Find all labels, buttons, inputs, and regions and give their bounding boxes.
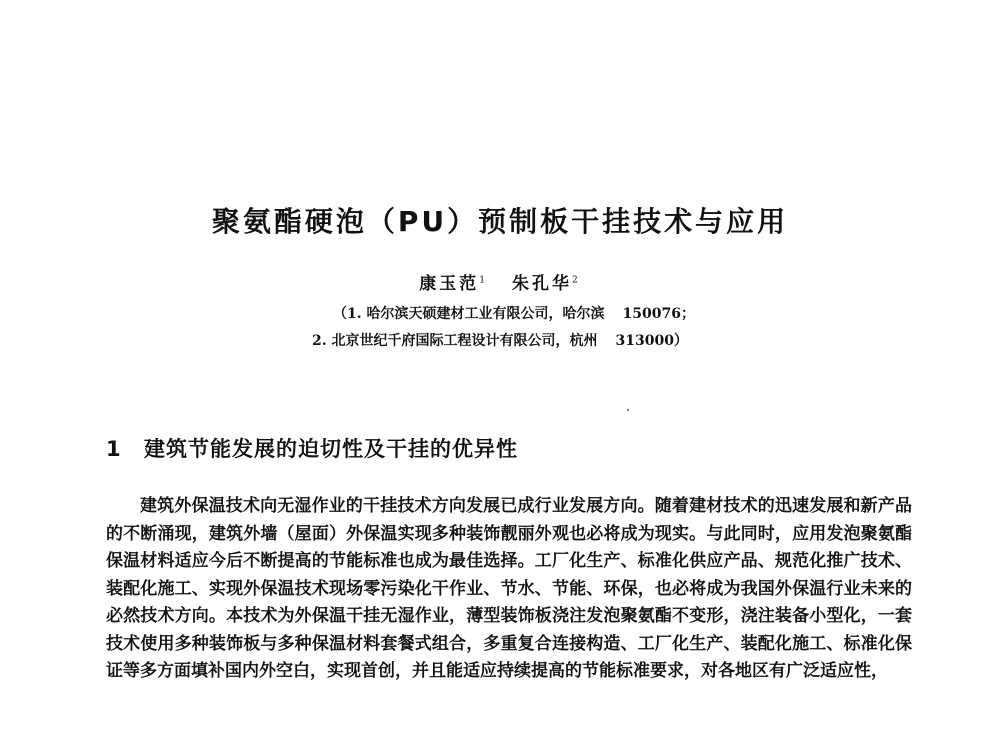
author-line [0, 269, 1000, 294]
author-1 [419, 274, 488, 294]
scan-speck [627, 409, 629, 411]
affiliation-2 [0, 330, 1000, 350]
affiliation-2-text: 2. 北京世纪千府国际工程设计有限公司，杭州 [312, 333, 598, 349]
author-1-name: 康玉范 [419, 274, 480, 294]
body-paragraph: 建筑外保温技术向无湿作业的干挂技术方向发展已成行业发展方向。随着建材技术的迅速发展和新产品的不断涌现，建筑外墙（屋面）外保温实现多种装饰靓丽外观也必将成为现实。与此同时，应用发泡聚氨酯保温材料适应今后不断提高的节能标准也成为最佳选择。工厂化生产、标准化供应产品、规范化推广技术、装配化施工、实现外保温技术现场零污染化干作业、节水、节能、环保，也必将成为我国外保温行业未来的必然技术方向。本技术为外保温干挂无湿作业，薄型装饰板浇注发泡聚氨酯不变形，浇注装备小型化，一套技术使用多种装饰板与多种保温材料套餐式组合，多重复合连接构造、工厂化生产、装配化施工、标准化保证等多方面填补国内外空白，实现首创，并且能适应持续提高的节能标准要求，对各地区有广泛适应性， [106, 496, 912, 681]
section-number: 1 [106, 437, 122, 461]
section-title: 建筑节能发展的迫切性及干挂的优异性 [144, 437, 518, 461]
affiliation-1-postal-code: 150076； [622, 306, 695, 322]
affiliation-1 [14, 303, 1000, 323]
author-2-mark: 2 [571, 275, 581, 286]
page-title: 聚氨酯硬泡（PU）预制板干挂技术与应用 [211, 205, 789, 238]
author-1-mark: 1 [479, 275, 489, 286]
affiliation-2-postal-code: 313000） [615, 333, 688, 349]
author-2-name: 朱孔华 [511, 274, 572, 294]
section-heading [106, 433, 518, 463]
affiliation-1-text: （1. 哈尔滨天硕建材工业有限公司，哈尔滨 [333, 306, 605, 322]
author-2 [512, 274, 581, 294]
